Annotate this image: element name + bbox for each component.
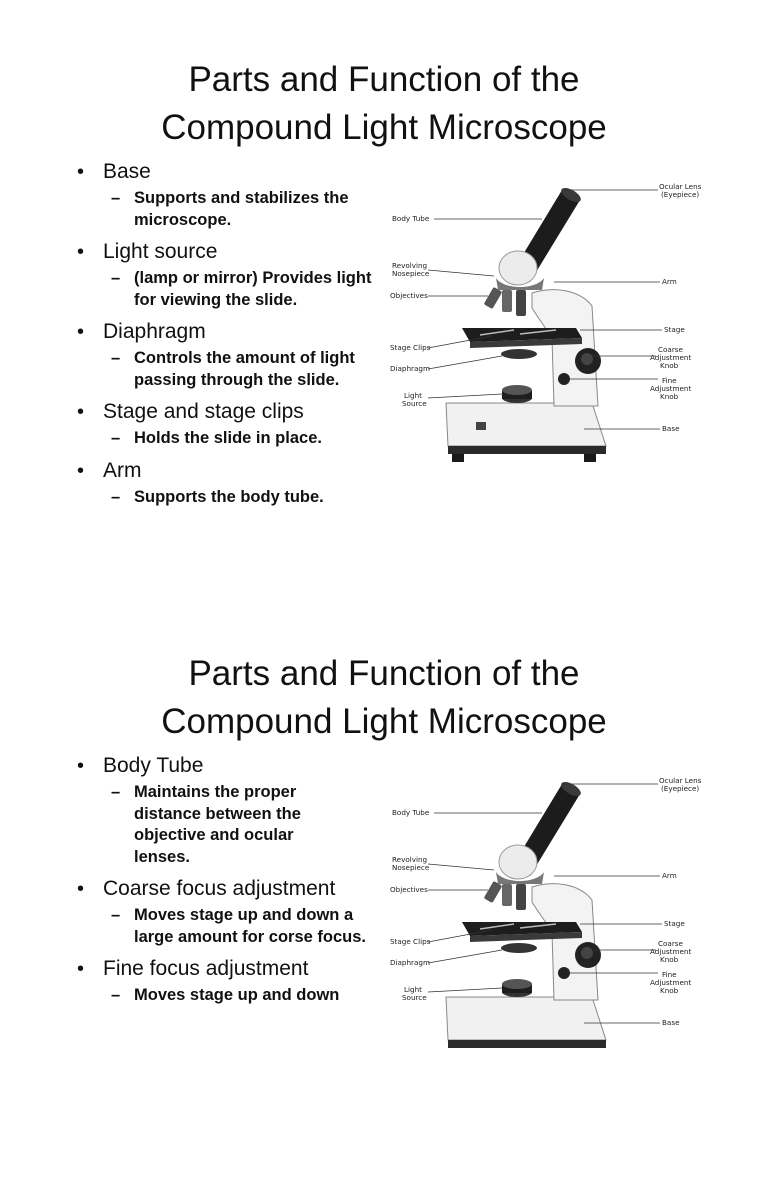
- label-diaphragm: Diaphragm: [390, 958, 430, 967]
- microscope-illustration: [446, 185, 606, 462]
- bullet-dot: •: [77, 755, 85, 777]
- microscope-diagram-svg: [384, 772, 710, 1072]
- bullet-detail: [103, 487, 392, 509]
- label-light: Light: [404, 985, 422, 994]
- label-objectives: Objectives: [390, 291, 428, 300]
- bullet-detail: [103, 428, 392, 450]
- microscope-foot: [584, 454, 596, 462]
- bullet-item-fine-focus: [72, 955, 392, 1007]
- bullet-detail: [103, 268, 392, 311]
- bullet-label: Diaphragm: [103, 320, 206, 343]
- bullet-detail-text: Supports the body tube.: [134, 487, 324, 506]
- microscope-head: [499, 251, 537, 285]
- label-nosepiece: Nosepiece: [392, 863, 430, 872]
- objective-lens: [502, 290, 512, 312]
- label-fine-adjustment: Adjustment: [650, 978, 692, 987]
- bullet-detail-text: Moves stage up and down a large amount for corse focus.: [134, 906, 366, 946]
- bullet-label: Body Tube: [103, 754, 204, 777]
- bullet-label: Coarse focus adjustment: [103, 877, 336, 900]
- label-fine: Fine: [662, 376, 677, 385]
- label-eyepiece: (Eyepiece): [661, 784, 700, 793]
- objective-lens: [484, 287, 503, 309]
- label-source: Source: [402, 993, 427, 1002]
- label-body-tube: Body Tube: [392, 808, 430, 817]
- microscope-arm: [532, 290, 598, 406]
- bullet-detail-text: Supports and stabilizes the microscope.: [134, 189, 349, 229]
- bullet-detail: [103, 188, 392, 231]
- bullet-label: Light source: [103, 240, 218, 263]
- slide-title-line-2: Compound Light Microscope: [161, 108, 607, 147]
- bullet-detail: [103, 348, 392, 391]
- label-body-tube: Body Tube: [392, 214, 430, 223]
- bullet-list: [72, 158, 392, 515]
- slide-title: [0, 56, 768, 152]
- bullet-label: Base: [103, 160, 151, 183]
- bullet-item-diaphragm: [72, 318, 392, 391]
- label-stage: Stage: [664, 325, 685, 334]
- dash: –: [111, 487, 121, 506]
- dash: –: [111, 429, 121, 447]
- objective-lens: [516, 290, 526, 316]
- microscope-base: [446, 403, 606, 446]
- label-objectives: Objectives: [390, 885, 428, 894]
- dash: –: [111, 269, 121, 287]
- microscope-base: [446, 997, 606, 1040]
- bullet-dot: •: [77, 459, 85, 482]
- bullet-item-stage: [72, 398, 392, 450]
- label-base: Base: [662, 424, 680, 433]
- bullet-detail-text: Moves stage up and down: [134, 986, 340, 1004]
- bullet-detail-text: Maintains the proper distance between the objective and ocular lenses.: [134, 783, 301, 866]
- slide-title: [0, 650, 768, 746]
- dash: –: [111, 986, 121, 1004]
- light-source-top: [502, 385, 532, 395]
- bullet-dot: •: [77, 321, 85, 343]
- fine-knob: [558, 373, 570, 385]
- microscope-base-trim: [448, 446, 606, 454]
- objective-lens: [484, 881, 503, 903]
- label-nosepiece: Nosepiece: [392, 269, 430, 278]
- bullet-item-coarse-focus: [72, 875, 392, 948]
- microscope-illustration: [446, 779, 606, 1048]
- microscope-diagram: [384, 772, 710, 1072]
- microscope-diagram-svg: [384, 178, 710, 478]
- microscope-arm: [532, 884, 598, 1000]
- light-source-top: [502, 979, 532, 989]
- label-source: Source: [402, 399, 427, 408]
- label-coarse-knob: Knob: [660, 955, 679, 964]
- label-eyepiece: (Eyepiece): [661, 190, 700, 199]
- dash: –: [111, 349, 121, 367]
- label-ocular-lens: Ocular Lens: [659, 776, 702, 785]
- bullet-dot: •: [77, 878, 85, 900]
- label-ocular-lens: Ocular Lens: [659, 182, 702, 191]
- label-light: Light: [404, 391, 422, 400]
- label-coarse: Coarse: [658, 939, 683, 948]
- bullet-detail: [103, 782, 334, 868]
- bullet-detail: [103, 905, 370, 948]
- label-fine: Fine: [662, 970, 677, 979]
- dash: –: [111, 783, 121, 801]
- label-stage: Stage: [664, 919, 685, 928]
- label-coarse-knob: Knob: [660, 361, 679, 370]
- label-fine-knob: Knob: [660, 392, 679, 401]
- microscope-foot: [452, 454, 464, 462]
- bullet-dot: •: [77, 161, 85, 183]
- diaphragm-disc: [501, 349, 537, 359]
- label-diaphragm: Diaphragm: [390, 364, 430, 373]
- diaphragm-disc: [501, 943, 537, 953]
- objective-lens: [516, 884, 526, 910]
- label-coarse: Coarse: [658, 345, 683, 354]
- fine-knob: [558, 967, 570, 979]
- label-stage-clips: Stage Clips: [390, 343, 431, 352]
- power-switch: [476, 422, 486, 430]
- label-coarse-adjustment: Adjustment: [650, 947, 692, 956]
- dash: –: [111, 189, 121, 207]
- bullet-detail-text: (lamp or mirror) Provides light for viewing the slide.: [134, 269, 372, 309]
- dash: –: [111, 906, 121, 924]
- bullet-dot: •: [77, 958, 85, 980]
- bullet-item-base: [72, 158, 392, 231]
- bullet-detail-text: Controls the amount of light passing through the slide.: [134, 349, 355, 389]
- microscope-base-trim: [448, 1040, 606, 1048]
- slide-title-line-2: Compound Light Microscope: [161, 702, 607, 741]
- bullet-dot: •: [77, 401, 85, 423]
- label-arm: Arm: [662, 277, 677, 286]
- bullet-item-body-tube: [72, 752, 392, 868]
- bullet-item-light-source: [72, 238, 392, 311]
- label-arm: Arm: [662, 871, 677, 880]
- bullet-dot: •: [77, 241, 85, 263]
- label-coarse-adjustment: Adjustment: [650, 353, 692, 362]
- objective-lens: [502, 884, 512, 906]
- bullet-label: Stage and stage clips: [103, 400, 304, 423]
- bullet-label: Arm: [103, 458, 142, 482]
- slide-title-line-1: Parts and Function of the: [188, 60, 580, 99]
- label-revolving: Revolving: [392, 855, 428, 864]
- slide-2: [0, 594, 768, 1188]
- slide-title-line-1: Parts and Function of the: [188, 654, 580, 693]
- label-revolving: Revolving: [392, 261, 428, 270]
- bullet-label: Fine focus adjustment: [103, 957, 309, 980]
- label-stage-clips: Stage Clips: [390, 937, 431, 946]
- microscope-diagram: [384, 178, 710, 478]
- label-base: Base: [662, 1018, 680, 1027]
- bullet-list: [72, 752, 392, 1014]
- label-fine-knob: Knob: [660, 986, 679, 995]
- bullet-detail: [103, 985, 392, 1007]
- bullet-item-arm: [72, 457, 392, 509]
- microscope-head: [499, 845, 537, 879]
- label-fine-adjustment: Adjustment: [650, 384, 692, 393]
- bullet-detail-text: Holds the slide in place.: [134, 429, 322, 447]
